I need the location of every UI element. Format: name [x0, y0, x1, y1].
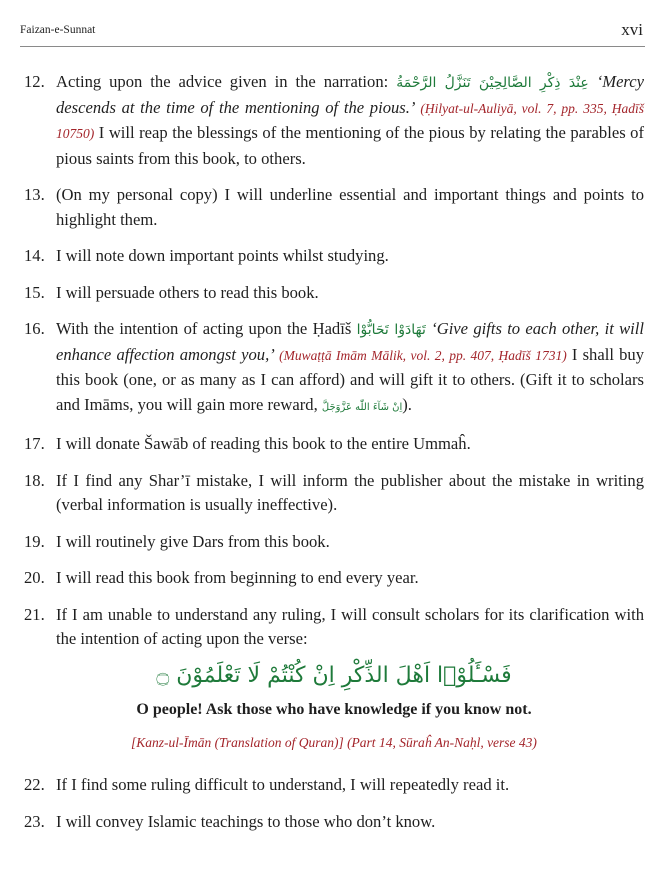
- item-text: With the intention of acting upon the Ḥadīš: [56, 319, 357, 338]
- item-number: 17.: [24, 434, 45, 453]
- intentions-list: [24, 70, 644, 846]
- narration-translation: ‘Mercy descends at the time of the mentioning of the pious.’: [56, 72, 645, 117]
- list-item-15: [24, 281, 644, 306]
- item-number: 19.: [24, 531, 45, 551]
- arabic-narration: عِنْدَ ذِكْرِ الصَّالِحِيْنَ تَنَزَّلُ الرَّحْمَةُ: [396, 75, 589, 91]
- item-number: 22.: [24, 775, 45, 794]
- hadith-translation: ‘Give gifts to each other, it will enhance affection amongst you,’: [56, 319, 645, 364]
- item-number: 12.: [24, 72, 45, 91]
- item-text-continued: I will reap the blessings of the mentioning of the pious by relating the parables of pious saints from this book, to others.: [56, 123, 644, 168]
- hadith-reference: (Ḥilyat-ul-Auliyā, vol. 7, pp. 335, Ḥadīš 10750): [56, 100, 644, 141]
- item-text: I will routinely give Dars from this book.: [56, 531, 330, 551]
- item-number: 16.: [24, 319, 45, 338]
- running-title: Faizan-e-Sunnat: [20, 24, 96, 36]
- list-item-23: [24, 810, 644, 835]
- list-item-18: [24, 469, 644, 518]
- list-item-12: [24, 70, 644, 171]
- quran-verse-block: [24, 664, 644, 756]
- item-text: I will read this book from beginning to end every year.: [56, 568, 419, 587]
- item-text: I will donate Šawāb of reading this book to the entire Ummaĥ.: [56, 434, 471, 453]
- item-text: If I am unable to understand any ruling, I will consult scholars for its clarification with the intention of acting upon the verse:: [56, 604, 644, 648]
- item-number: 13.: [24, 185, 45, 204]
- item-number: 20.: [24, 568, 45, 587]
- item-number: 23.: [24, 811, 45, 831]
- item-number: 15.: [24, 282, 45, 302]
- list-item-19: [24, 530, 644, 555]
- hadith-reference: (Muwaṭṭā Imām Mālik, vol. 2, pp. 407, Ḥadīš 1731): [274, 347, 567, 363]
- item-number: 18.: [24, 470, 45, 490]
- item-text: If I find any Shar’ī mistake, I will inform the publisher about the mistake in writing (verbal information is usually ineffective).: [56, 470, 644, 514]
- list-item-16: [24, 317, 644, 420]
- list-item-14: [24, 244, 644, 269]
- item-number: 14.: [24, 246, 45, 265]
- item-text: (On my personal copy) I will underline essential and important things and points to highlight them.: [56, 185, 644, 229]
- item-text-end: ).: [402, 394, 412, 414]
- list-item-22: [24, 773, 644, 798]
- arabic-hadith: تَهَادَوْا تَحَابُّوْا: [356, 322, 426, 338]
- quran-verse-reference: [Kanz-ul-Īmān (Translation of Quran)] (Part 14, Sūraĥ An-Naḥl, verse 43): [131, 734, 537, 750]
- item-text: If I find some ruling difficult to understand, I will repeatedly read it.: [56, 775, 510, 794]
- list-item-21: [24, 603, 644, 652]
- item-text-continued: I shall buy this book (one, or as many as I can afford) and will gift it to others. (Gift it to scholars and Imāms, you will gain more reward,: [56, 344, 644, 414]
- page-number: xvi: [621, 20, 643, 39]
- quran-verse-translation: O people! Ask those who have knowledge if you know not.: [136, 701, 532, 718]
- item-text: I will persuade others to read this book.: [56, 282, 319, 302]
- quran-verse-arabic: فَسْـَٔلُوْۤا اَهْلَ الذِّكْرِ اِنْ كُنْتُمْ لَا تَعْلَمُوْنَ ۝: [156, 662, 512, 688]
- list-item-20: [24, 566, 644, 591]
- item-text: I will convey Islamic teachings to those who don’t know.: [56, 811, 436, 831]
- list-item-13: [24, 183, 644, 232]
- item-text: I will note down important points whilst studying.: [56, 246, 389, 265]
- arabic-insha-allah: اِنْ شَآءَ اللّٰه عَزَّوَجَلَّ: [321, 401, 403, 413]
- list-item-17: [24, 432, 644, 457]
- item-number: 21.: [24, 604, 45, 624]
- page-header: [20, 20, 645, 42]
- item-text: Acting upon the advice given in the narration:: [56, 72, 397, 91]
- header-divider: [20, 46, 645, 47]
